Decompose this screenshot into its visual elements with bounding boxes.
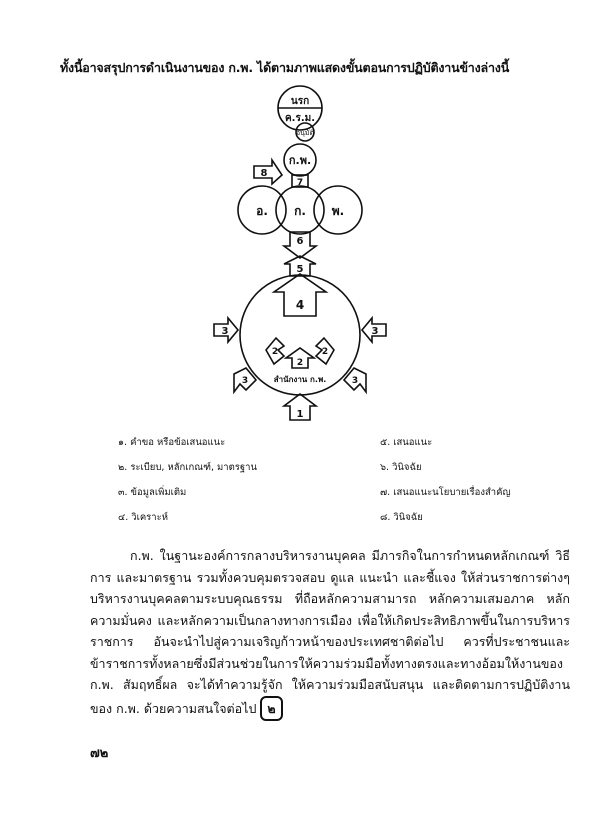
legend-item-6: ๖. วินิจฉัย bbox=[380, 462, 422, 473]
cabinet-line2: ค.ร.ม. bbox=[284, 113, 316, 124]
legend-item-8: ๘. วินิจฉัย bbox=[380, 512, 423, 523]
approval-label: อนุมัติ bbox=[295, 129, 315, 137]
end-mark: ๒ bbox=[260, 696, 282, 722]
bottom-label: สำนักงาน ก.พ. bbox=[273, 375, 327, 384]
center-circle-label: ก. bbox=[294, 204, 306, 218]
n2-left: 2 bbox=[271, 347, 279, 357]
n3-right: 3 bbox=[371, 326, 379, 337]
n3-left: 3 bbox=[221, 326, 229, 337]
n2-right: 2 bbox=[321, 347, 329, 357]
n6: 6 bbox=[296, 236, 304, 247]
legend-item-5: ๕. เสนอแนะ bbox=[380, 437, 433, 448]
legend-item-4: ๔. วิเคราะห์ bbox=[118, 512, 168, 523]
body-paragraph: ก.พ. ในฐานะองค์การกลางบริหารงานบุคคล มีภารกิจในการกำหนดหลักเกณฑ์ วิธีการ และมาตรฐาน รวมทั้งควบคุมตรวจสอบ ดูแล แนะนำ และชี้แจง ให้ส่วนราชการต่างๆ บริหารงานบุคคลตามระบบคุณธรรม ที่ถือหลักความสามารถ หลักความเสมอภาค หลักความมั่นคง และหลักความเป็นกลางทางการเมือง เพื่อให้เกิดประสิทธิภาพขึ้นในการบริหารราชการ อันจะนำไปสู่ความเจริญก้าวหน้าของประเทศชาติต่อไป ควรที่ประชาชนและข้าราชการทั้งหลายซึ่งมีส่วนช่วยในการให้ความร่วมมือทั้งทางตรงและทางอ้อมให้งานของ ก.พ. สัมฤทธิ์ผล จะได้ทำความรู้จัก ให้ความร่วมมือสนับสนุน และติดตามการปฏิบัติงานของ ก.พ. ด้วยความสนใจต่อไป ๒ bbox=[90, 545, 570, 721]
legend-item-3: ๓. ข้อมูลเพิ่มเติม bbox=[118, 487, 187, 498]
legend-item-2: ๒. ระเบียบ, หลักเกณฑ์, มาตรฐาน bbox=[118, 462, 257, 473]
page-number: ๗๒ bbox=[90, 746, 109, 761]
legend-item-7: ๗. เสนอแนะนโยบายเรื่องสำคัญ bbox=[380, 487, 511, 498]
n4: 4 bbox=[295, 298, 305, 312]
intro-line: ทั้งนี้อาจสรุปการดำเนินงานของ ก.พ. ได้ตามภาพแสดงขั้นตอนการปฏิบัติงานข้างล่างนี้ bbox=[60, 60, 510, 75]
n1: 1 bbox=[296, 409, 304, 420]
right-circle-label: พ. bbox=[331, 204, 345, 218]
n5: 5 bbox=[296, 264, 304, 275]
kp-label: ก.พ. bbox=[288, 154, 312, 167]
arrow-8 bbox=[254, 160, 282, 184]
workflow-diagram bbox=[180, 80, 420, 440]
cabinet-line1: นรก bbox=[290, 96, 310, 107]
n3-lower-left: 3 bbox=[241, 376, 249, 386]
n7: 7 bbox=[296, 178, 304, 188]
n8: 8 bbox=[260, 168, 268, 179]
legend-item-1: ๑. คำขอ หรือข้อเสนอแนะ bbox=[118, 437, 226, 448]
n2-center: 2 bbox=[296, 358, 304, 368]
left-circle-label: อ. bbox=[256, 204, 268, 218]
n3-lower-right: 3 bbox=[351, 376, 359, 386]
body-paragraph-container bbox=[90, 545, 570, 721]
